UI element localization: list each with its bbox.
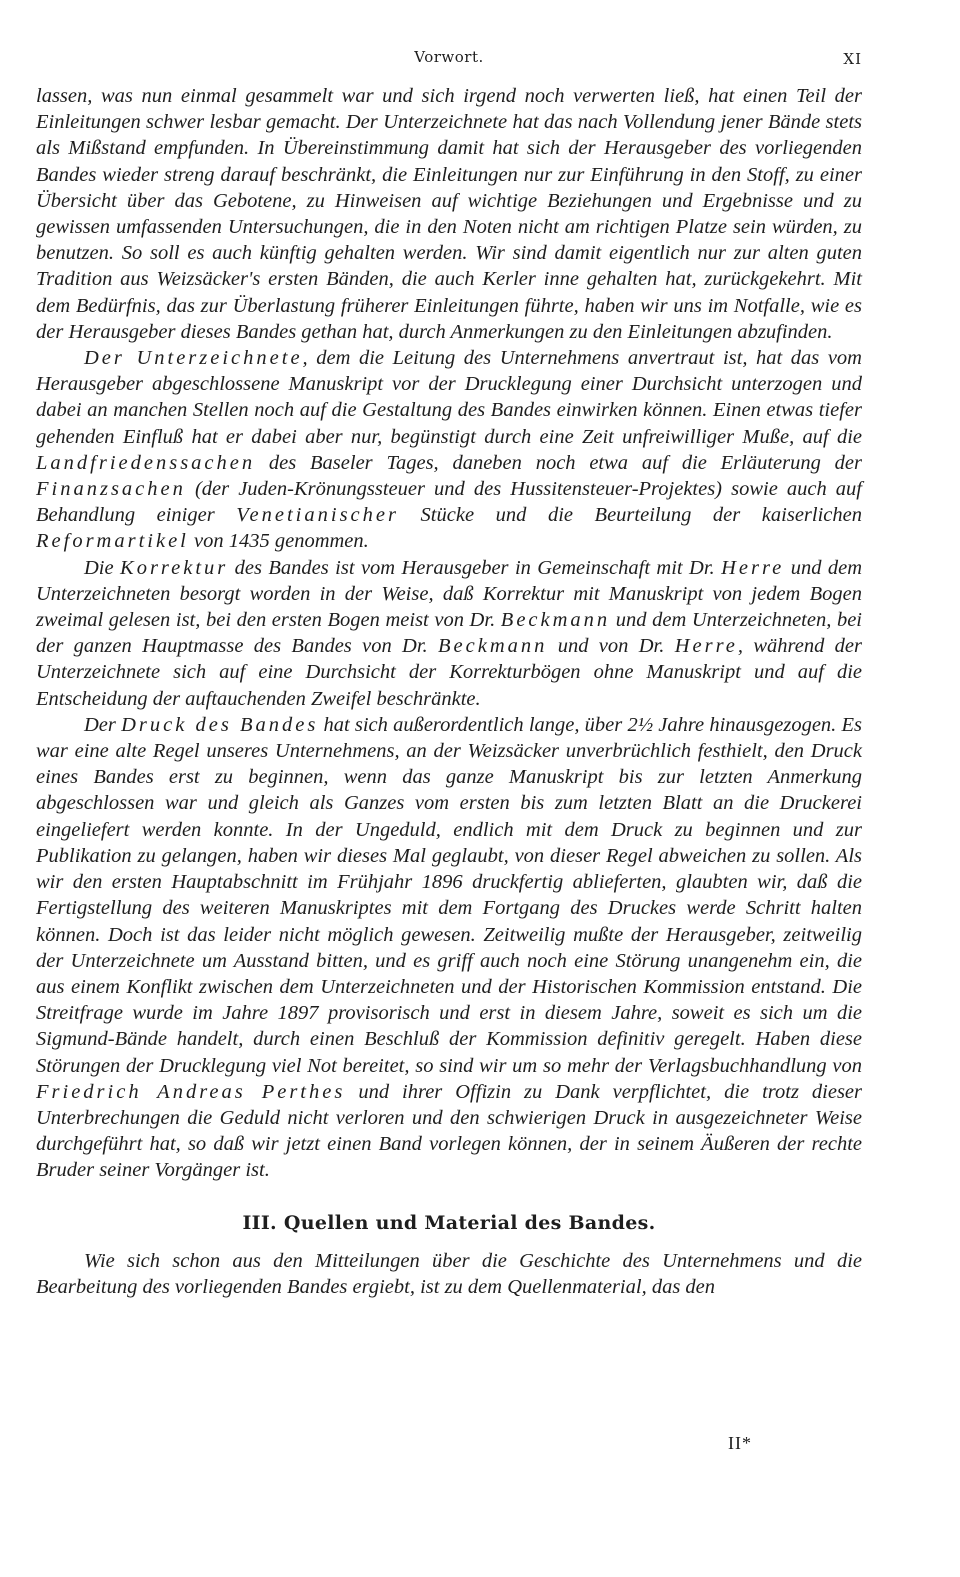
text-segment: lassen, was nun einmal gesammelt war und sich irgend noch verwerten ließ, hat einen Teil der Einleitungen schwer lesbar gemacht. Der Unterzeichnete hat das nach Vollendung jener Bände stets als Mißstand empfunden. In Übereinstimmung damit hat sich der Herausgeber des vorliegenden Bandes wieder streng darauf beschränkt, die Einleitungen nur zur Einführung in den Stoff, zu einer Übersicht über das Gebotene, zu Hinweisen auf wichtige Beziehungen und Ergebnisse und zu gewissen umfassenden Untersuchungen, die in den Noten nicht am richtigen Platze sein würden, zu benutzen. So soll es auch künftig gehalten werden. Wir sind damit eigentlich nur zur alten guten Tradition aus Weizsäcker's ersten Bänden, die auch Kerler inne gehalten hat, zurückgekehrt. Mit dem Bedürfnis, das zur Überlastung früherer Einleitungen führte, haben wir uns im Notfalle, wie es der Herausgeber dieses Bandes gethan hat, durch Anmerkungen zu den Einleitungen abzufinden. [36, 85, 862, 343]
text-segment: , während der Unterzeichnete sich auf eine Durchsicht der Korrekturbögen ohne Manuskript und auf die Entscheidung der auftauchenden Zweifel beschränkte. [36, 635, 862, 710]
text-segment: und dem Unterzeichneten besorgt worden in der Weise, daß Korrektur mit Manuskript von jedem Bogen zweimal gelesen ist, bei den ersten Bogen meist von Dr. [36, 556, 862, 632]
spaced-term: Herre [721, 556, 785, 579]
text-segment: , dem die Leitung des Unternehmens anvertraut ist, hat das vom Herausgeber abgeschlossene Manuskript vor der Drucklegung einer Durchsicht unterzogen und dabei an manchen Stellen noch auf die Gestaltung des Bandes einwirken können. Einen etwas tiefer gehenden Einfluß hat er dabei aber nur, begünstigt durch eine Zeit unfreiwilliger Muße, auf die [36, 347, 862, 448]
text-segment: von 1435 genommen. [188, 530, 369, 553]
body-text [36, 83, 862, 1300]
paragraphs-container [36, 83, 862, 1184]
spaced-term: Beckmann [438, 635, 548, 658]
spaced-term: Friedrich Andreas Perthes [36, 1080, 346, 1103]
spaced-term: Der Unterzeichnete [84, 347, 303, 370]
text-segment: Der [84, 713, 122, 736]
spaced-term: Korrektur [120, 556, 229, 579]
spaced-term: Druck des Bandes [121, 713, 319, 736]
body-paragraph [36, 712, 862, 1184]
spaced-term: Reformartikel [36, 530, 189, 553]
running-head [36, 48, 862, 72]
page-header-title: Vorwort. [414, 48, 484, 66]
text-segment: des Bandes ist vom Herausgeber in Gemeinschaft mit Dr. [228, 556, 722, 579]
body-paragraph [36, 555, 862, 712]
text-segment: und von Dr. [547, 635, 675, 658]
text-segment: Die [84, 556, 121, 579]
text-segment: hat sich außerordentlich lange, über 2½ Jahre hinausgezogen. Es war eine alte Regel unseres Unternehmens, an der Weizsäcker unverbrüchlich festhielt, den Druck eines Bandes erst zu beginnen, wenn das ganze Manuskript bis zur letzten Anmerkung abgeschlossen war und gleich als Ganzes vom ersten bis zum letzten Blatt an die Druckerei eingeliefert werden konnte. In der Ungeduld, endlich mit dem Druck zu beginnen und zur Publikation zu gelangen, haben wir dieses Mal geglaubt, von dieser Regel abweichen zu sollen. Als wir den ersten Hauptabschnitt im Frühjahr 1896 druckfertig ablieferten, glaubten wir, daß die Fertigstellung des weiteren Manuskriptes mit dem Fortgang des Druckes werde Schritt halten können. Doch ist das leider nicht möglich gewesen. Zeitweilig mußte der Herausgeber, zeitweilig der Unterzeichnete um Ausstand bitten, und es griff auch noch eine Störung unangenehm ein, die aus einem Konflikt zwischen dem Unterzeichneten und der Historischen Kommission entstand. Die Streitfrage wurde im Jahre 1897 provisorisch und erst in diesem Jahre, soweit es sich um die Sigmund-Bände handelt, durch einen Beschluß der Kommission definitiv geregelt. Haben diese Störungen der Drucklegung viel Not bereitet, so sind wir um so mehr der Verlagsbuchhandlung von [36, 713, 862, 1077]
spaced-term: Venetianischer [236, 504, 399, 527]
text-segment: (der Juden-Krönungssteuer und des Hussitensteuer-Projektes) sowie auch auf Behandlung einiger [36, 478, 862, 527]
section-heading: III. Quellen und Material des Bandes. [242, 1211, 656, 1234]
spaced-term: Landfriedenssachen [36, 451, 256, 474]
body-paragraph [36, 345, 862, 555]
text-segment: des Baseler Tages, daneben noch etwa auf die Erläuterung der [255, 451, 862, 474]
page-number: XI [843, 50, 862, 68]
text-segment: und dem Unterzeichneten, bei der ganzen Hauptmasse des Bandes von Dr. [36, 609, 862, 658]
spaced-term: Herre [674, 635, 738, 658]
spaced-term: Beckmann [500, 609, 611, 632]
signature-mark: II* [728, 1433, 752, 1453]
text-segment: und ihrer Offizin zu Dank verpflichtet, die trotz dieser Unterbrechungen die Geduld nicht verloren und den schwierigen Druck in ausgezeichneter Weise durchgeführt hat, so daß wir jetzt einen Band vorlegen können, der in seinem Äußeren der rechte Bruder seiner Vorgänger ist. [36, 1080, 863, 1182]
section-paragraph: Wie sich schon aus den Mitteilungen über die Geschichte des Unternehmens und die Bearbeitung des vorliegenden Bandes ergiebt, ist zu dem Quellenmaterial, das den [36, 1249, 862, 1298]
text-segment: Stücke und die Beurteilung der kaiserlichen [398, 504, 862, 527]
spaced-term: Finanzsachen [36, 478, 186, 501]
body-paragraph [36, 83, 862, 345]
